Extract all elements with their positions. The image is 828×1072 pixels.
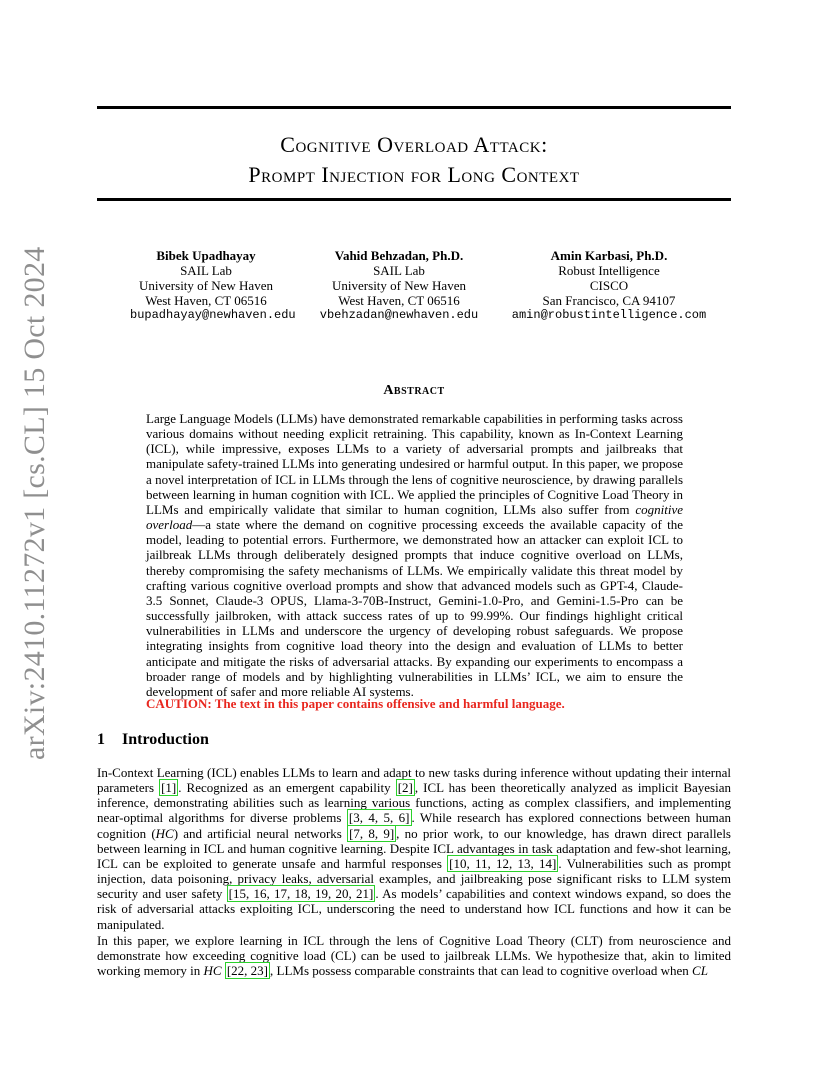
- author-email[interactable]: amin@robustintelligence.com: [511, 308, 707, 322]
- body-text: ) and artificial neural networks: [173, 825, 348, 841]
- intro-paragraph-1: [97, 765, 731, 932]
- author-1: [130, 248, 296, 323]
- abstract-heading: Abstract: [383, 383, 445, 398]
- caution-warning: CAUTION: The text in this paper contains offensive and harmful language.: [146, 696, 565, 711]
- author-email[interactable]: vbehzadan@newhaven.edu: [319, 308, 479, 322]
- body-text: . As models’ capabilities and context windows expand, so does the risk of adversarial attacks exploiting ICL, underscoring the need to understand how ICL functions and how it can be manipulated.: [97, 886, 731, 932]
- body-text: , no prior work, to our knowledge, has drawn direct parallels between learning in ICL and human cognitive learning. Despite ICL advantages in task adaptation and few-shot learning, ICL can be exploited to generate unsafe and harmful responses: [97, 825, 731, 871]
- body-text: In this paper, we explore learning in ICL through the lens of Cognitive Load Theory (CLT) from neuroscience and demonstrate how exceeding cognitive load (CL) can be used to jailbreak LLMs. We hypothesize that, akin to limited working memory in: [97, 933, 731, 979]
- citation-link[interactable]: [22, 23]: [226, 963, 268, 979]
- section-number: 1: [97, 731, 105, 748]
- author-address: San Francisco, CA 94107: [542, 293, 676, 308]
- body-text: , ICL has been theoretically analyzed as implicit Bayesian inference, demonstrating abilities such as learning various functions, acting as complex classifiers, and implementing near-optimal algorithms for diverse problems: [97, 780, 731, 826]
- body-text: In-Context Learning (ICL) enables LLMs to learn and adapt to new tasks during inference without updating their internal parameters: [97, 765, 731, 796]
- paper-title: [97, 130, 731, 190]
- arxiv-identifier[interactable]: arXiv:2410.11272v1 [cs.CL] 15 Oct 2024: [18, 246, 51, 760]
- section-heading: [97, 731, 209, 749]
- citation-link[interactable]: [7, 8, 9]: [349, 825, 395, 841]
- author-3: [506, 248, 712, 323]
- author-2: [318, 248, 480, 323]
- abstract-text-part: Large Language Models (LLMs) have demonstrated remarkable capabilities in performing tasks across various domains without needing explicit retraining. This capability, known as In-Context Learning (ICL), while impressive, exposes LLMs to a variety of adversarial prompts and jailbreaks that manipulate safety-trained LLMs into generating undesired or harmful output. In this paper, we propose a novel interpretation of ICL in LLMs through the lens of cognitive neuroscience, by drawing parallels between learning in human cognition with ICL. We applied the principles of Cognitive Load Theory in LLMs and empirically validate that similar to human cognition, LLMs also suffer from: [146, 411, 683, 517]
- author-address: West Haven, CT 06516: [338, 293, 460, 308]
- body-text: . Recognized as an emergent capability: [178, 780, 396, 796]
- author-affiliation: SAIL Lab: [180, 263, 232, 278]
- citation-link[interactable]: [2]: [397, 780, 413, 796]
- body-text: . While research has explored connections between human cognition (: [97, 810, 732, 841]
- section-title: Introduction: [122, 731, 209, 748]
- author-email[interactable]: bupadhayay@newhaven.edu: [130, 308, 296, 322]
- author-affiliation: CISCO: [589, 278, 629, 293]
- author-name: Bibek Upadhayay: [156, 248, 256, 263]
- author-affiliation: University of New Haven: [139, 278, 273, 293]
- title-line-2: Prompt Injection for Long Context: [248, 162, 580, 187]
- title-line-1: Cognitive Overload Attack:: [280, 132, 548, 157]
- author-name: Amin Karbasi, Ph.D.: [550, 248, 668, 263]
- term-emphasis: HC: [155, 825, 174, 841]
- intro-paragraph-2: [97, 933, 731, 978]
- citation-link[interactable]: [10, 11, 12, 13, 14]: [449, 855, 557, 871]
- title-bottom-rule: [97, 198, 731, 201]
- term-emphasis: CL: [692, 963, 708, 979]
- citation-link[interactable]: [15, 16, 17, 18, 19, 20, 21]: [228, 886, 374, 902]
- author-name: Vahid Behzadan, Ph.D.: [334, 248, 464, 263]
- title-top-rule: [97, 106, 731, 109]
- term-emphasis: HC: [203, 963, 222, 979]
- body-text: , LLMs possess comparable constraints that can lead to cognitive overload when: [270, 963, 693, 979]
- abstract-text: [146, 411, 683, 699]
- citation-link[interactable]: [3, 4, 5, 6]: [348, 810, 410, 826]
- author-affiliation: SAIL Lab: [373, 263, 425, 278]
- citation-link[interactable]: [1]: [161, 780, 177, 796]
- abstract-text-part: —a state where the demand on cognitive processing exceeds the available capacity of the model, leading to potential errors. Furthermore, we demonstrated how an attacker can exploit ICL to jailbreak LLMs through deliberately designed prompts that induce cognitive overload on LLMs, thereby compromising the safety mechanisms of LLMs. We empirically validate this threat model by crafting various cognitive overload prompts and show that advanced models such as GPT-4, Claude-3.5 Sonnet, Claude-3 OPUS, Llama-3-70B-Instruct, Gemini-1.0-Pro, and Gemini-1.5-Pro can be successfully jailbroken, with attack success rates of up to 99.99%. Our findings highlight critical vulnerabilities in LLMs and underscore the urgency of developing robust safeguards. We propose integrating insights from cognitive load theory into the design and evaluation of LLMs to better anticipate and mitigate the risks of adversarial attacks. By expanding our experiments to encompass a broader range of models and by highlighting vulnerabilities in LLMs’ ICL, we aim to ensure the development of safer and more reliable AI systems.: [146, 517, 683, 699]
- abstract-emphasis: cognitive overload: [146, 501, 683, 533]
- author-affiliation: Robust Intelligence: [558, 263, 660, 278]
- body-text: . Vulnerabilities such as prompt injection, data poisoning, privacy leaks, adversarial examples, and jailbreaking pose significant risks to LLM system security and user safety: [97, 855, 731, 902]
- author-address: West Haven, CT 06516: [145, 293, 267, 308]
- author-affiliation: University of New Haven: [332, 278, 466, 293]
